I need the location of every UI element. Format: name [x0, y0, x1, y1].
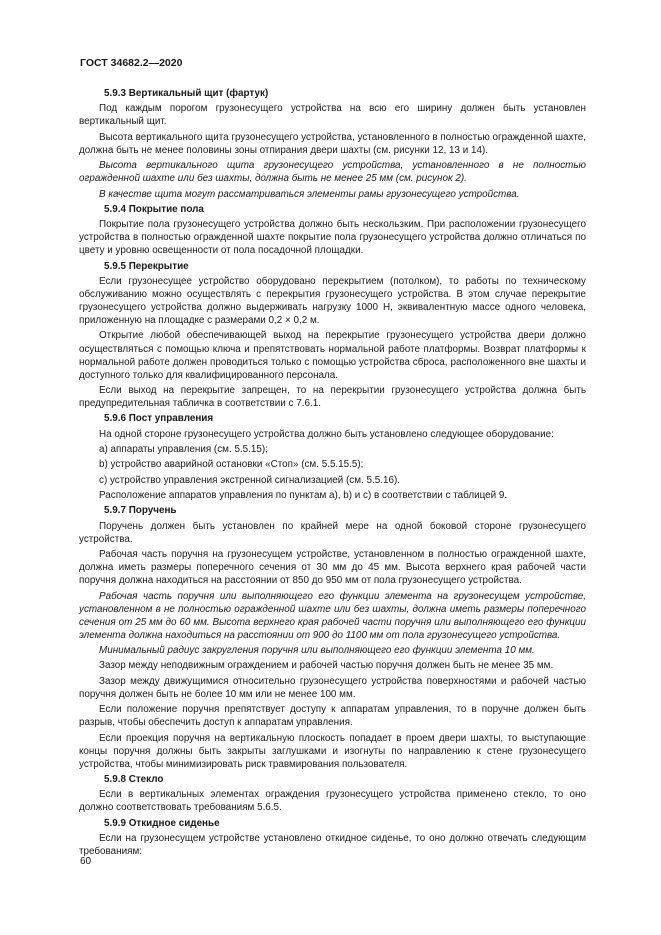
paragraph: Поручень должен быть установлен по крайней мере на одной боковой стороне грузонесущего устройства.	[79, 520, 586, 545]
paragraph: Зазор между неподвижным ограждением и рабочей частью поручня должен быть не менее 35 мм.	[99, 660, 554, 672]
paragraph: b) устройство аварийной остановки «Стоп» (см. 5.5.15.5);	[99, 459, 364, 471]
paragraph: На одной стороне грузонесущего устройства должно быть установлено следующее оборудование:	[99, 428, 554, 440]
paragraph: Зазор между движущимися относительно грузонесущего устройства поверхностями и рабочей частью поручня должен быть не более 10 мм или не менее 100 мм.	[79, 675, 586, 700]
paragraph: a) аппараты управления (см. 5.5.15);	[99, 444, 268, 456]
note-paragraph: Высота вертикального щита грузонесущего устройства, установленного в не полностью огражденной шахте или без шахты, должна быть не менее 25 мм (см. рисунок 2).	[79, 160, 586, 185]
section-heading: 5.9.3 Вертикальный щит (фартук)	[104, 88, 269, 99]
section-heading: 5.9.5 Перекрытие	[104, 260, 189, 272]
paragraph: Высота вертикального щита грузонесущего устройства, установленного в полностью огражденной шахте, должна быть не менее половины зоны отпирания двери шахты (см. рисунки 12, 13 и 14).	[79, 131, 586, 156]
paragraph: Под каждым порогом грузонесущего устройства на всю его ширину должен быть установлен вертикальный щит.	[79, 103, 586, 128]
paragraph: Если на грузонесущем устройстве установлено откидное сиденье, то оно должно отвечать следующим требованиям:	[79, 833, 586, 858]
section-heading: 5.9.6 Пост управления	[104, 413, 214, 425]
page-body	[79, 87, 586, 860]
section-heading: 5.9.7 Поручень	[104, 505, 177, 517]
paragraph: Покрытие пола грузонесущего устройства должно быть нескользким. При расположении грузонесущего устройства в полностью огражденной шахте покрытие пола грузонесущего устройства должно отличаться по цвету и уровню освещенности от пола посадочной площадки.	[79, 219, 586, 257]
section-heading: 5.9.9 Откидное сиденье	[104, 817, 220, 829]
note-paragraph: Минимальный радиус закругления поручня или выполняющего его функции элемента 10 мм.	[99, 645, 535, 657]
paragraph: Если выход на перекрытие запрещен, то на перекрытии грузонесущего устройства должна быть предупредительная табличка в соответствии с 7.6.1.	[79, 384, 586, 409]
document-header: ГОСТ 34682.2—2020	[80, 57, 183, 69]
note-paragraph: Рабочая часть поручня или выполняющего его функции элемента на грузонесущем устройстве, установленном в не полностью огражденной шахте или без шахты, должна иметь размеры поперечного сечения от 25 мм до 60 мм. Высота верхнего края рабочей части поручня или выполняющего его функции элемента должна находиться на расстоянии от 900 до 1100 мм от пола грузонесущего устройства.	[79, 590, 586, 641]
section-heading: 5.9.4 Покрытие пола	[104, 203, 204, 215]
page-number: 60	[80, 856, 92, 867]
paragraph: Если в вертикальных элементах ограждения грузонесущего устройства применено стекло, то оно должно соответствовать требованиям 5.6.5.	[79, 789, 586, 814]
note-paragraph: В качестве щита могут рассматриваться элементы рамы грузонесущего устройства.	[99, 188, 520, 200]
paragraph: Рабочая часть поручня на грузонесущем устройстве, установленном в полностью огражденной шахте, должна иметь размеры поперечного сечения от 30 мм до 45 мм. Высота верхнего края рабочей части поручня должна находиться на расстоянии от 850 до 950 мм от пола грузонесущего устройства.	[79, 549, 586, 587]
paragraph: Расположение аппаратов управления по пунктам a), b) и c) в соответствии с таблицей 9.	[99, 490, 508, 502]
paragraph: Если грузонесущее устройство оборудовано перекрытием (потолком), то работы по техническому обслуживанию можно осуществлять с перекрытия грузонесущего устройства. В этом случае перекрытие грузонесущего устройства должно выдерживать нагрузку 1000 Н, эквивалентную массе одного человека, приложенную на площадке с размерами 0,2 × 0,2 м.	[79, 275, 586, 327]
section-heading: 5.9.8 Стекло	[104, 773, 164, 785]
paragraph: Открытие любой обеспечивающей выход на перекрытие грузонесущего устройства двери должно осуществляться с помощью ключа и препятствовать нормальной работе платформы. Возврат платформы к нормальной работе должен проводиться только с помощью устройства сброса, расположенного вне шахты и доступного только для квалифицированного персонала.	[79, 330, 586, 381]
paragraph: Если положение поручня препятствует доступу к аппаратам управления, то в поручне должен быть разрыв, чтобы обеспечить доступ к аппаратам управления.	[79, 704, 586, 729]
paragraph: Если проекция поручня на вертикальную плоскость попадает в проем двери шахты, то выступающие концы поручня должны быть закрыты заглушками и изогнуты по направлению к стене грузонесущего устройства, чтобы минимизировать риск травмирования пользователя.	[79, 732, 586, 770]
paragraph: c) устройство управления экстренной сигнализацией (см. 5.5.16).	[99, 474, 400, 486]
